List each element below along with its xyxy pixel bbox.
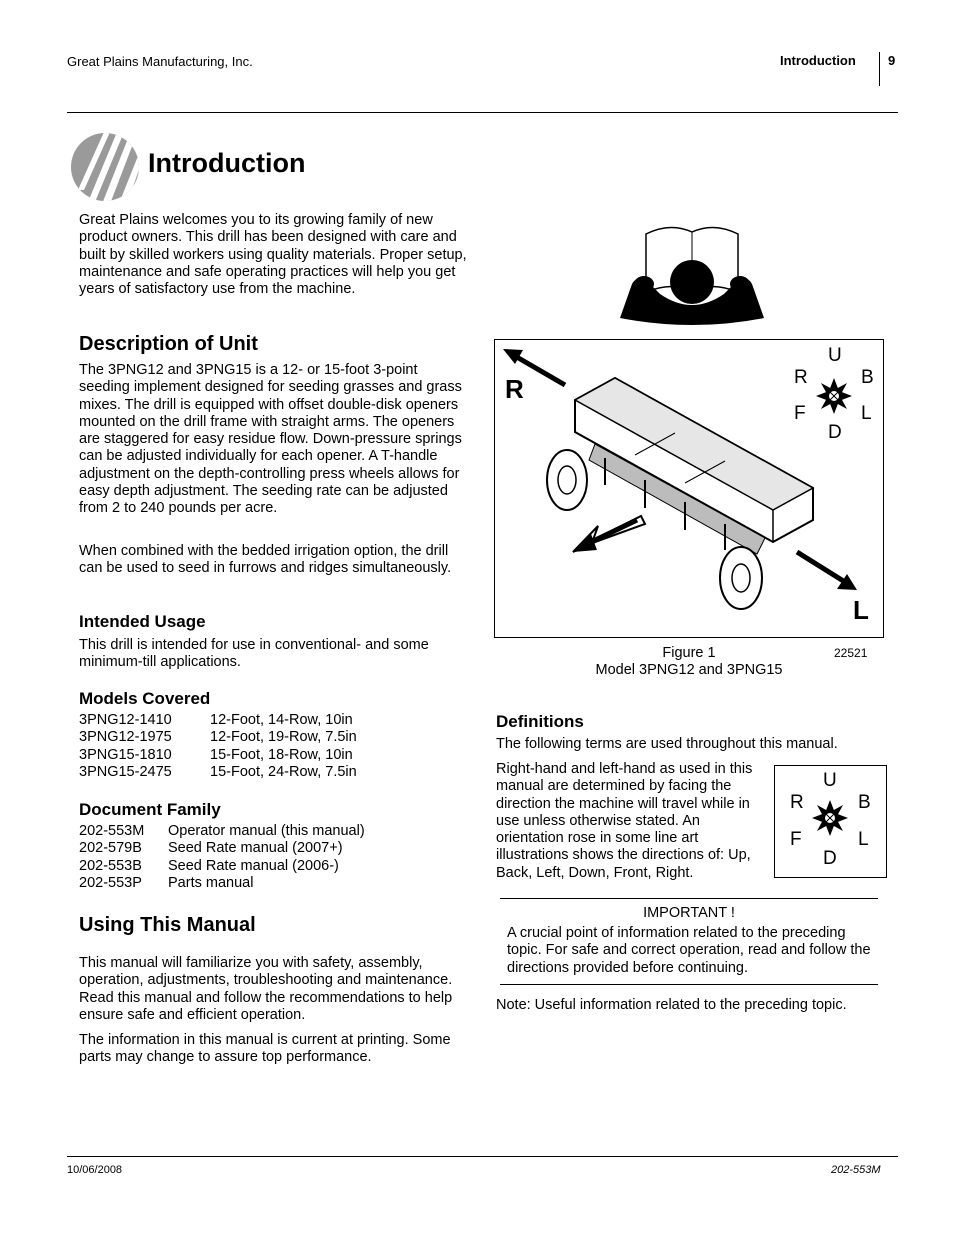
model-description: 15-Foot, 18-Row, 10in xyxy=(210,746,353,763)
figure-compass-rose-icon xyxy=(816,378,852,414)
document-family-table xyxy=(79,823,469,892)
model-number: 3PNG15-1810 xyxy=(79,746,172,763)
document-number: 202-553P xyxy=(79,874,142,891)
document-number: 202-553B xyxy=(79,857,142,874)
model-description: 12-Foot, 14-Row, 10in xyxy=(210,712,353,728)
table-row xyxy=(79,823,469,840)
document-number: 202-579B xyxy=(79,840,142,857)
table-row xyxy=(79,712,469,729)
document-number: 202-553M xyxy=(79,823,145,839)
figure-number: 22521 xyxy=(834,646,868,660)
model-number: 3PNG15-2475 xyxy=(79,763,172,780)
read-manual-icon xyxy=(612,220,772,328)
definitions-heading: Definitions xyxy=(496,712,584,731)
figure-1-box xyxy=(494,339,884,638)
important-bottom-rule xyxy=(500,984,878,985)
rose-back-label: B xyxy=(858,792,871,813)
description-heading: Description of Unit xyxy=(79,333,258,355)
intended-usage-heading: Intended Usage xyxy=(79,612,206,631)
header-company: Great Plains Manufacturing, Inc. xyxy=(67,54,253,69)
document-description: Parts manual xyxy=(168,874,254,891)
models-covered-table xyxy=(79,712,469,781)
page-title: Introduction xyxy=(148,148,306,178)
using-manual-paragraph-2: The information in this manual is current at printing. Some parts may change to assure top performance. xyxy=(79,1032,451,1066)
figure-label-right: R xyxy=(505,374,524,404)
compass-down-label: D xyxy=(828,422,842,443)
compass-up-label: U xyxy=(828,345,842,366)
description-paragraph-1: The 3PNG12 and 3PNG15 is a 12- or 15-foot 3-point seeding implement designed for seeding grasses and grass mixes. The drill is equipped with offset double-disk openers mounted on the drill frame with straight arms. The openers are staggered for easy residue flow. Down-pressure springs can be adjusted individually for each opener. A T-handle adjustment on the depth-controlling press wheels allows for easy depth adjustment. The seeding rate can be adjusted from 2 to 240 pounds per acre. xyxy=(79,362,462,517)
using-manual-heading: Using This Manual xyxy=(79,914,256,936)
using-manual-paragraph-1: This manual will familiarize you with safety, assembly, operation, adjustments, troubleshooting and maintenance. Read this manual and follow the recommendations to help ensure safe and efficient operation. xyxy=(79,955,453,1023)
definitions-intro: The following terms are used throughout this manual. xyxy=(496,736,838,752)
intro-paragraph: Great Plains welcomes you to its growing family of new product owners. This drill has been designed with care and built by skilled workers using quality materials. Proper setup, maintenance and safe operating practices will help you get years of satisfactory use from the machine. xyxy=(79,212,467,298)
model-number: 3PNG12-1975 xyxy=(79,729,172,746)
table-row xyxy=(79,747,469,764)
rose-down-label: D xyxy=(823,848,837,869)
rose-left-label: L xyxy=(858,829,869,850)
header-divider xyxy=(879,52,880,86)
page-number: 9 xyxy=(888,53,896,68)
description-paragraph-2: When combined with the bedded irrigation option, the drill can be used to seed in furrows and ridges simultaneously. xyxy=(79,543,452,577)
great-plains-logo-icon xyxy=(70,132,140,202)
rose-up-label: U xyxy=(823,770,837,791)
important-title: IMPORTANT ! xyxy=(643,905,735,921)
orientation-text: Right-hand and left-hand as used in this manual are determined by facing the direction the machine will travel while in use unless otherwise stated. An orientation rose in some line art illustrations shows the directions of: Up, Back, Left, Down, Front, Right. xyxy=(496,761,753,881)
document-family-heading: Document Family xyxy=(79,800,221,819)
important-top-rule xyxy=(500,898,878,899)
figure-caption-title: Figure 1 xyxy=(662,645,716,661)
table-row xyxy=(79,875,469,892)
compass-right-label: R xyxy=(794,367,808,388)
footer-rule xyxy=(67,1156,898,1157)
model-description: 15-Foot, 24-Row, 7.5in xyxy=(210,763,357,780)
document-description: Seed Rate manual (2006-) xyxy=(168,857,339,874)
header-rule xyxy=(67,112,898,113)
table-row xyxy=(79,840,469,857)
footer-date: 10/06/2008 xyxy=(67,1164,123,1176)
document-description: Operator manual (this manual) xyxy=(168,823,365,839)
table-row xyxy=(79,764,469,781)
compass-left-label: L xyxy=(861,403,872,424)
table-row xyxy=(79,858,469,875)
model-description: 12-Foot, 19-Row, 7.5in xyxy=(210,729,357,746)
rose-right-label: R xyxy=(790,792,804,813)
drill-illustration xyxy=(495,340,883,637)
figure-caption-subtitle: Model 3PNG12 and 3PNG15 xyxy=(595,662,783,678)
model-number: 3PNG12-1410 xyxy=(79,712,172,728)
figure-label-left: L xyxy=(853,595,869,625)
important-text: A crucial point of information related to the preceding topic. For safe and correct operation, read and follow the directions provided before continuing. xyxy=(507,925,871,976)
footer-doc-number: 202-553M xyxy=(831,1164,881,1176)
compass-front-label: F xyxy=(794,403,806,424)
compass-back-label: B xyxy=(861,367,874,388)
models-covered-heading: Models Covered xyxy=(79,689,211,708)
orientation-rose-box xyxy=(774,765,887,878)
intended-usage-text: This drill is intended for use in conventional- and some minimum-till applications. xyxy=(79,637,429,671)
table-row xyxy=(79,729,469,746)
document-description: Seed Rate manual (2007+) xyxy=(168,840,343,857)
rose-front-label: F xyxy=(790,829,802,850)
note-text: Note: Useful information related to the preceding topic. xyxy=(496,997,847,1013)
header-section: Introduction xyxy=(780,53,856,68)
